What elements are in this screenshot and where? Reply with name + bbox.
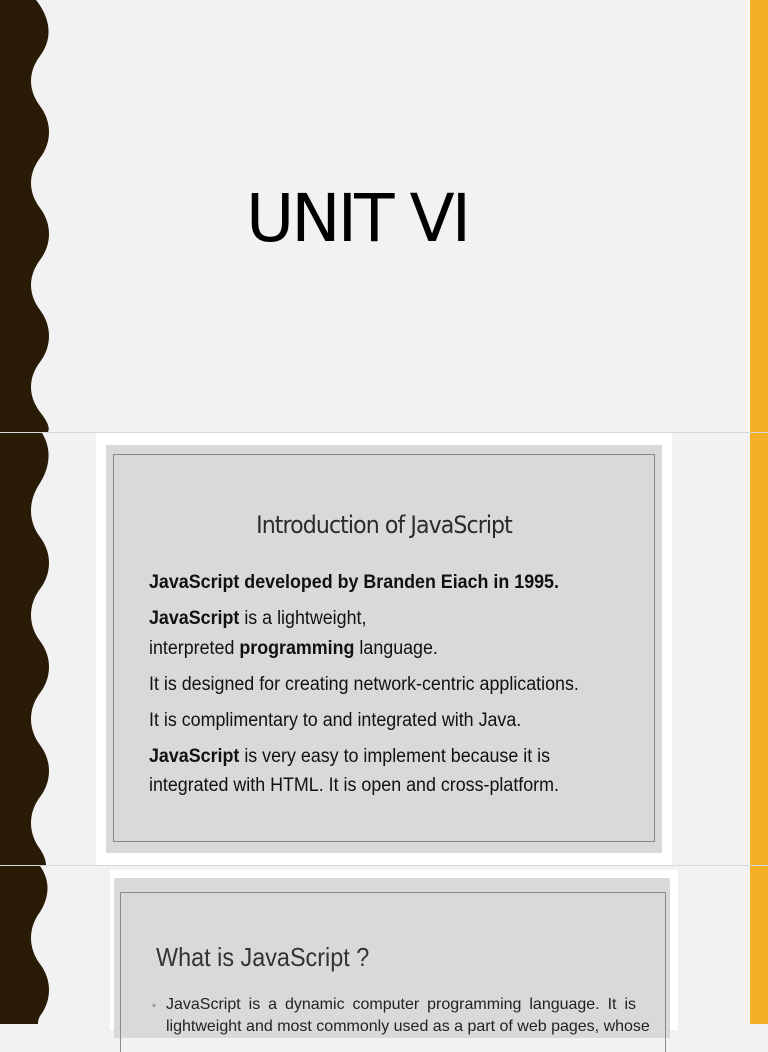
slide-title: UNIT VI	[246, 180, 469, 257]
accent-bar	[750, 866, 768, 1024]
text-span: interpreted	[149, 638, 240, 659]
accent-bar	[750, 433, 768, 865]
accent-bar	[750, 0, 768, 432]
image-panel	[114, 878, 670, 1038]
text-span: language.	[354, 638, 438, 659]
text-line-7: integrated with HTML. It is open and cross-platform.	[149, 775, 559, 796]
wavy-side-border	[0, 866, 60, 1024]
text-line-5: It is complimentary to and integrated with Java.	[149, 710, 522, 731]
slide-1[interactable]	[0, 0, 768, 432]
wavy-side-border	[0, 433, 60, 865]
text-line-4: It is designed for creating network-centric applications.	[149, 674, 579, 695]
paragraph-line-1: JavaScript is a dynamic computer programming language. It is	[166, 996, 636, 1013]
text-span: is a lightweight,	[239, 608, 367, 629]
text-line-2	[149, 608, 366, 630]
text-span: is very easy to implement because it is	[239, 746, 551, 767]
paragraph-line-2: lightweight and most commonly used as a part of web pages, whose	[166, 1018, 650, 1035]
keyword: programming	[239, 638, 355, 659]
text-line-1: JavaScript developed by Branden Eiach in 1995.	[149, 572, 559, 593]
wavy-side-border	[0, 0, 60, 432]
slide-3[interactable]	[0, 866, 768, 1035]
text-line-6	[149, 746, 550, 768]
bullet-icon: ◦	[152, 1000, 156, 1012]
embedded-slide-image	[96, 433, 672, 865]
keyword: JavaScript	[149, 608, 240, 629]
embedded-slide-image	[110, 870, 678, 1035]
image-heading: Introduction of JavaScript	[256, 511, 512, 539]
image-heading: What is JavaScript ?	[156, 942, 370, 972]
image-panel	[106, 445, 662, 853]
slide-2[interactable]	[0, 433, 768, 865]
text-line-3	[149, 638, 438, 660]
keyword: JavaScript	[149, 746, 240, 767]
